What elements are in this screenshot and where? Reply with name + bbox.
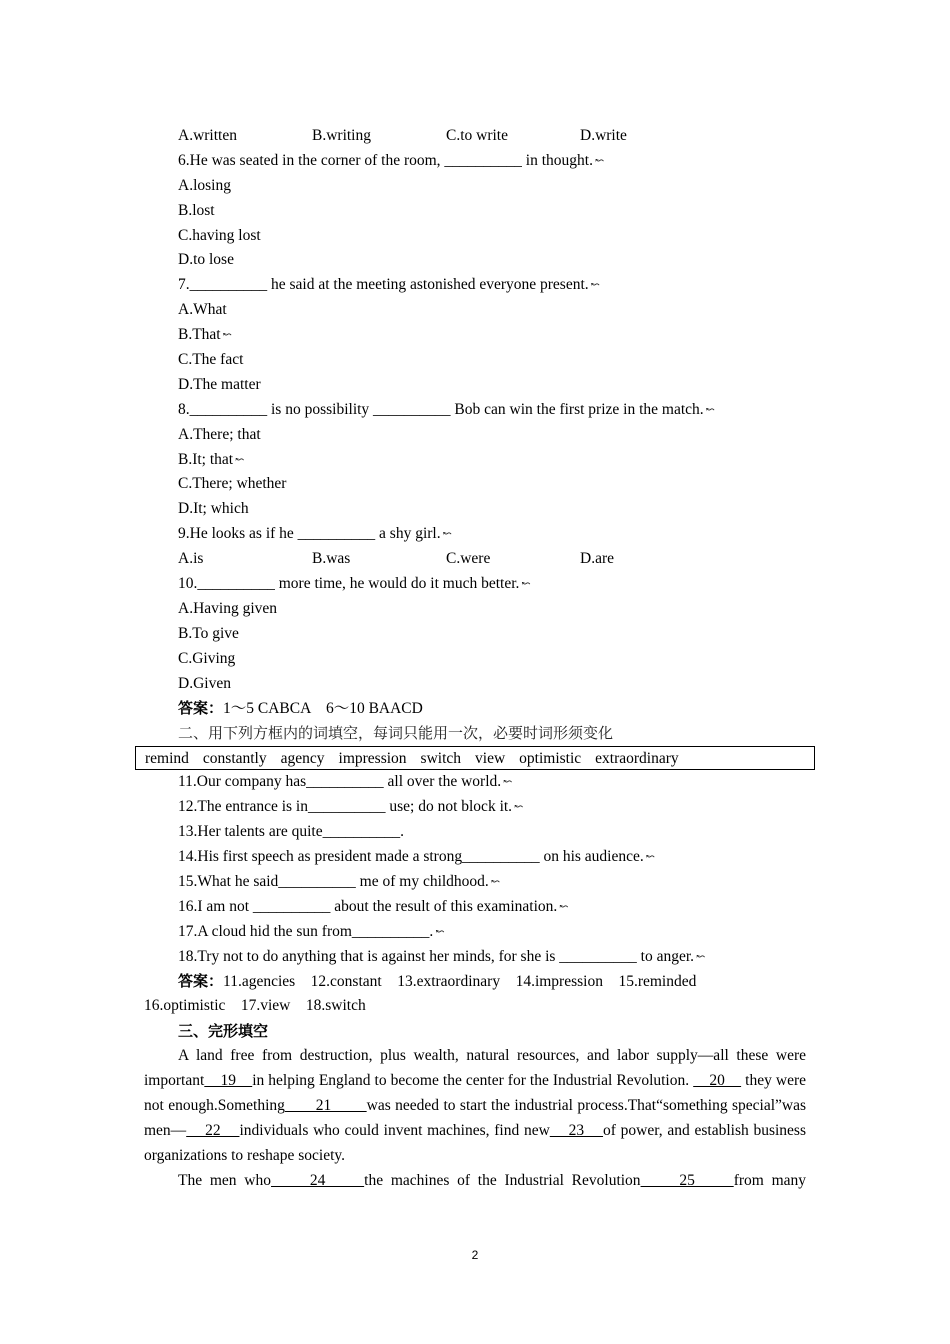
scribble-mark-icon: ↜ xyxy=(521,578,531,591)
q5-option-a: A.written xyxy=(178,127,237,144)
q10-option-c: C.Giving xyxy=(178,649,236,667)
passage-paragraph-2: The men who 24 the machines of the Industrial Revolution 25 from many xyxy=(178,1171,807,1189)
word-box-item: constantly xyxy=(202,750,267,768)
word-box-item: optimistic xyxy=(519,750,582,768)
section3-title: 三、完形填空 xyxy=(178,1022,269,1041)
q9-stem: 9.He looks as if he __________ a shy girl. ↜ xyxy=(144,522,806,547)
scribble-mark-icon: ↜ xyxy=(435,925,445,938)
q10-stem: 10.__________ more time, he would do it much better. ↜ xyxy=(144,572,806,597)
scribble-mark-icon: ↜ xyxy=(235,453,245,466)
scribble-mark-icon: ↜ xyxy=(590,279,600,292)
blank-23: 23 xyxy=(549,1121,604,1139)
q10-option-b: B.To give xyxy=(178,624,239,642)
q9-option-b: B.was xyxy=(312,550,351,568)
scribble-mark-icon: ↜ xyxy=(645,850,655,863)
answer-label: 答案： xyxy=(178,699,224,718)
q6-option-c: C.having lost xyxy=(178,226,261,244)
word-box-item: impression xyxy=(338,750,407,768)
scribble-mark-icon: ↜ xyxy=(594,154,605,167)
q11: 11.Our company has__________ all over the world. ↜ xyxy=(144,770,806,795)
answer-label: 答案： xyxy=(178,972,224,991)
q10-option-a: A.Having given xyxy=(178,599,278,617)
q8-option-a: A.There; that xyxy=(178,425,261,443)
page-content xyxy=(144,124,806,1193)
q5-option-d: D.write xyxy=(580,127,627,144)
word-box-item: extraordinary xyxy=(595,750,679,768)
q9-option-d: D.are xyxy=(580,550,614,568)
blank-25: 25 xyxy=(640,1171,734,1189)
blank-22: 22 xyxy=(186,1121,240,1139)
q15: 15.What he said__________ me of my childhood. ↜ xyxy=(144,870,806,895)
q7-option-c: C.The fact xyxy=(178,351,244,369)
q5-option-b: B.writing xyxy=(312,127,371,144)
scribble-mark-icon: ↜ xyxy=(696,950,706,963)
blank-20: 20 xyxy=(693,1071,742,1089)
q9-option-c: C.were xyxy=(446,550,491,568)
q18: 18.Try not to do anything that is against her minds, for she is __________ to anger. ↜ xyxy=(144,945,806,970)
blank-19: 19 xyxy=(204,1071,253,1089)
q13: 13.Her talents are quite__________. xyxy=(178,823,404,841)
page-number: 2 xyxy=(471,1248,479,1262)
q12: 12.The entrance is in__________ use; do not block it. ↜ xyxy=(144,795,806,820)
q7-option-d: D.The matter xyxy=(178,375,261,393)
word-box-item: remind xyxy=(145,750,189,768)
q16: 16.I am not __________ about the result of this examination. ↜ xyxy=(144,895,806,920)
scribble-mark-icon: ↜ xyxy=(705,403,715,416)
passage-paragraph-1: A land free from destruction, plus wealth, natural resources, and labor supply—all these were important 19 in helping England to become the center for the Industrial Revolution. 20 they were not enough.Something 21 was needed to start the industrial process.That“something special”was men— 22 individuals who could invent machines, find new 23 of power, and establish business organizations to reshape society. xyxy=(144,1047,807,1164)
word-box-item: switch xyxy=(420,750,462,768)
q14: 14.His first speech as president made a strong__________ on his audience. ↜ xyxy=(144,845,806,870)
scribble-mark-icon: ↜ xyxy=(514,801,524,814)
q8-option-b: B.It; that ↜ xyxy=(144,448,806,473)
scribble-mark-icon: ↜ xyxy=(490,875,501,888)
q8-option-d: D.It; which xyxy=(178,500,249,518)
q6-stem: 6.He was seated in the corner of the room, __________ in thought. ↜ xyxy=(144,149,806,174)
q6-option-b: B.lost xyxy=(178,201,215,219)
q7-option-a: A.What xyxy=(178,301,227,319)
blank-21: 21 xyxy=(284,1096,367,1114)
q7-stem: 7.__________ he said at the meeting astonished everyone present. ↜ xyxy=(144,273,806,298)
scribble-mark-icon: ↜ xyxy=(442,528,452,541)
q8-option-c: C.There; whether xyxy=(178,475,287,493)
word-box xyxy=(135,746,815,770)
scribble-mark-icon: ↜ xyxy=(222,329,232,342)
section2-title: 二、用下列方框内的词填空，每词只能用一次，必要时词形须变化 xyxy=(178,724,614,743)
q10-option-d: D.Given xyxy=(178,674,231,692)
q17: 17.A cloud hid the sun from__________. ↜ xyxy=(144,920,806,945)
word-box-item: view xyxy=(475,750,506,768)
answer-key-11-18: 答案：11.agencies 12.constant 13.extraordinary 14.impression 15.reminded xyxy=(178,972,697,991)
q6-option-d: D.to lose xyxy=(178,251,234,269)
q9-option-a: A.is xyxy=(178,550,204,568)
q6-option-a: A.losing xyxy=(178,176,231,194)
q5-options xyxy=(144,124,806,149)
answer-key-11-18-cont: 16.optimistic 17.view 18.switch xyxy=(144,997,366,1015)
word-box-item: agency xyxy=(280,750,325,768)
scribble-mark-icon: ↜ xyxy=(559,900,569,913)
q5-option-c: C.to write xyxy=(446,127,508,144)
q7-option-b: B.That ↜ xyxy=(144,323,806,348)
answer-key-1-10: 答案：1～5 CABCA 6～10 BAACD xyxy=(178,699,423,718)
q9-options xyxy=(144,547,806,572)
scribble-mark-icon: ↜ xyxy=(503,776,513,789)
blank-24: 24 xyxy=(271,1171,365,1189)
q8-stem: 8.__________ is no possibility __________ Bob can win the first prize in the match. ↜ xyxy=(144,398,806,423)
